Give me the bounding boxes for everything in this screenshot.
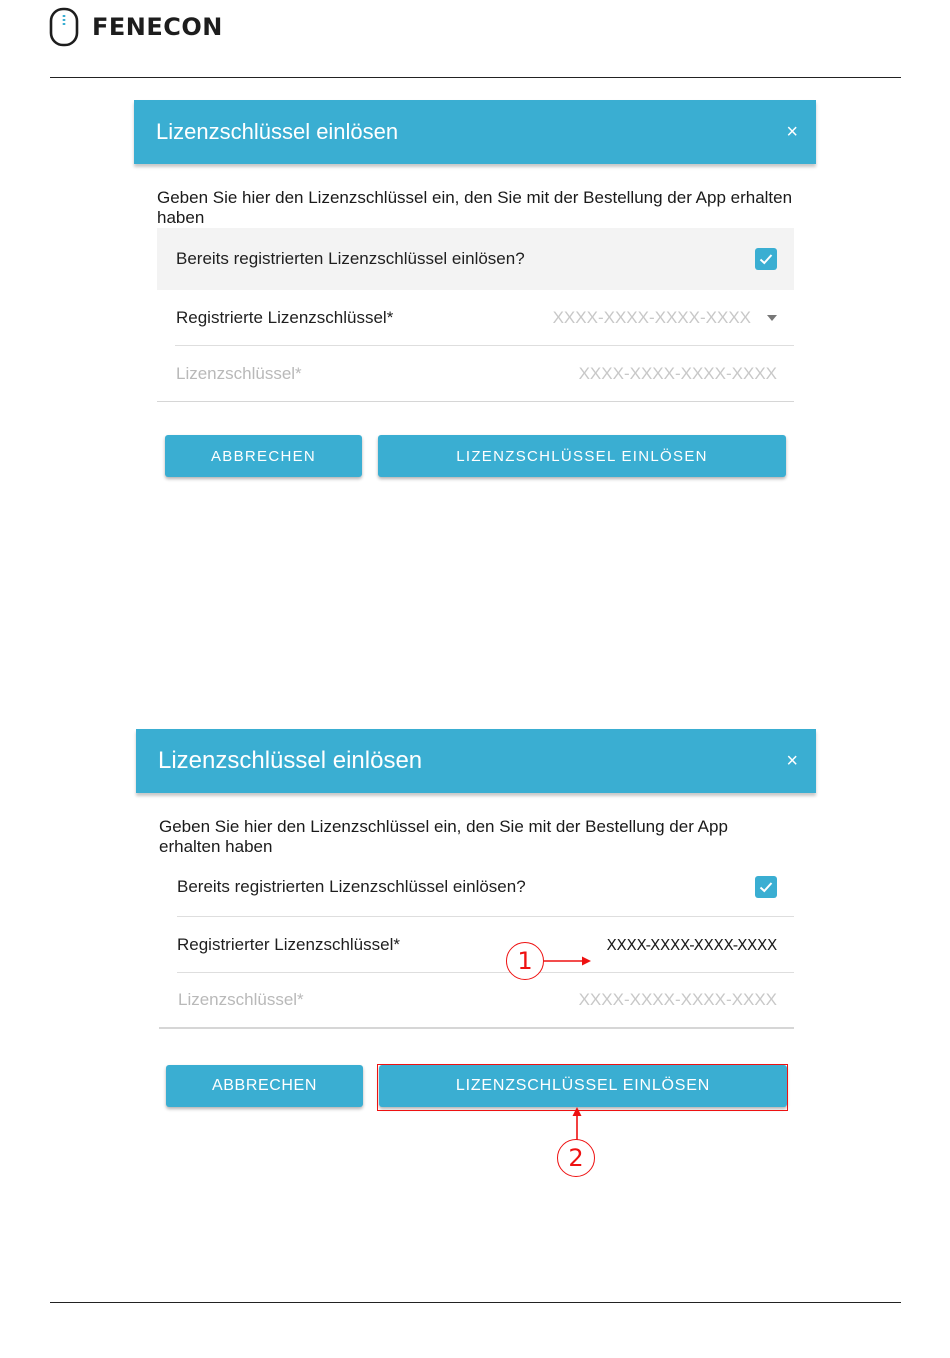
annotation-marker-2: 2: [557, 1139, 595, 1177]
dialog-description: Geben Sie hier den Lizenzschlüssel ein, den Sie mit der Bestellung der App erhalten haben: [157, 188, 793, 227]
license-key-input[interactable]: [159, 973, 794, 1029]
fenecon-logo-icon: [48, 7, 80, 47]
brand-header: [48, 6, 223, 48]
license-key-input[interactable]: [157, 346, 794, 402]
license-dialog-before: [134, 100, 816, 465]
dialog-buttons: [165, 435, 786, 477]
dialog-header: [136, 729, 816, 793]
checkbox-checked-icon[interactable]: [755, 876, 777, 898]
license-dialog-after: [136, 729, 816, 1094]
registered-key-value[interactable]: XXXX-XXXX-XXXX-XXXX: [606, 935, 777, 954]
use-registered-key-row[interactable]: [177, 857, 794, 917]
registered-key-label: Registrierter Lizenzschlüssel*: [177, 934, 400, 954]
brand-name: FENECON: [92, 13, 223, 41]
dialog-title: Lizenzschlüssel einlösen: [158, 747, 423, 774]
redeem-license-button[interactable]: LIZENZSCHLÜSSEL EINLÖSEN: [379, 1065, 787, 1107]
caret-down-icon: [767, 315, 777, 321]
license-key-placeholder[interactable]: XXXX-XXXX-XXXX-XXXX: [578, 990, 777, 1009]
registered-key-select[interactable]: [175, 290, 794, 346]
registered-key-label: Registrierte Lizenzschlüssel*: [176, 307, 394, 327]
use-registered-key-label: Bereits registrierten Lizenzschlüssel einlösen?: [176, 249, 525, 268]
registered-key-placeholder: XXXX-XXXX-XXXX-XXXX: [552, 307, 751, 327]
use-registered-key-label: Bereits registrierten Lizenzschlüssel einlösen?: [177, 876, 526, 896]
arrow-icon: [571, 1107, 583, 1141]
top-divider: [50, 77, 901, 78]
use-registered-key-row[interactable]: [157, 228, 794, 290]
close-icon[interactable]: ×: [786, 750, 798, 772]
annotation-marker-1: 1: [506, 942, 544, 980]
license-key-label: Lizenzschlüssel*: [176, 363, 302, 383]
cancel-button[interactable]: ABBRECHEN: [166, 1065, 363, 1107]
redeem-license-button[interactable]: LIZENZSCHLÜSSEL EINLÖSEN: [378, 435, 786, 477]
dialog-title: Lizenzschlüssel einlösen: [156, 119, 399, 144]
dialog-form: [157, 228, 794, 402]
close-icon[interactable]: ×: [786, 121, 798, 143]
license-key-label: Lizenzschlüssel*: [178, 990, 304, 1009]
arrow-icon: [544, 955, 592, 967]
dialog-description: Geben Sie hier den Lizenzschlüssel ein, den Sie mit der Bestellung der App erhalten haben: [159, 817, 728, 856]
license-key-placeholder[interactable]: XXXX-XXXX-XXXX-XXXX: [578, 363, 777, 383]
dialog-form: [159, 857, 794, 1029]
cancel-button[interactable]: ABBRECHEN: [165, 435, 362, 477]
bottom-divider: [50, 1302, 901, 1303]
checkbox-checked-icon[interactable]: [755, 248, 777, 270]
registered-key-select[interactable]: [177, 917, 794, 973]
dialog-header: [134, 100, 816, 164]
registered-key-value[interactable]: [553, 308, 777, 328]
redeem-button-highlight: [377, 1064, 788, 1111]
